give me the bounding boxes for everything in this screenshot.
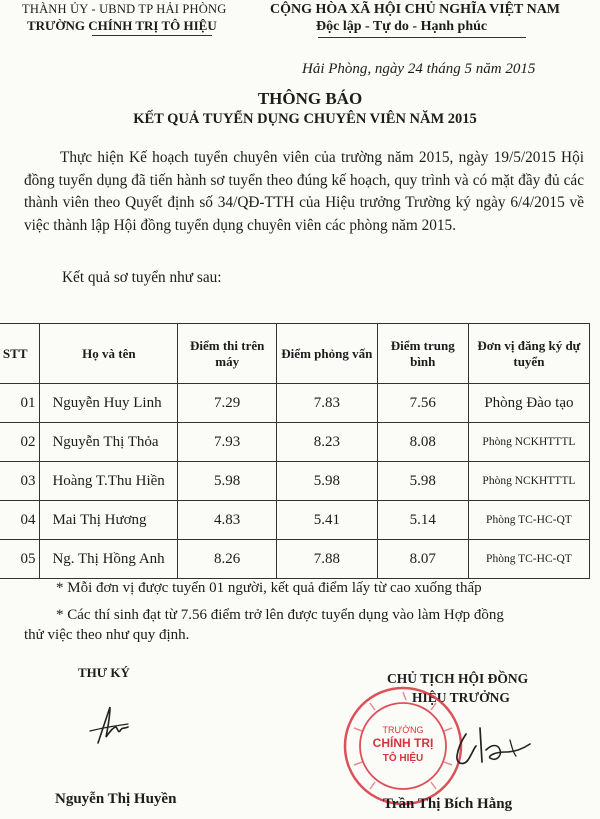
cell-average-score: 8.08	[377, 423, 468, 462]
cell-average-score: 5.98	[377, 462, 468, 501]
chair-title: CHỦ TỊCH HỘI ĐỒNG	[387, 671, 529, 686]
cell-name: Nguyễn Huy Linh	[40, 384, 178, 423]
cell-average-score: 8.07	[377, 540, 468, 579]
cell-name: Nguyễn Thị Thỏa	[40, 423, 178, 462]
cell-unit: Phòng TC-HC-QT	[468, 540, 589, 579]
cell-interview-score: 7.83	[276, 384, 377, 423]
cell-name: Ng. Thị Hồng Anh	[40, 540, 178, 579]
results-intro: Kết quả sơ tuyển như sau:	[62, 269, 222, 286]
seal-line-2: CHÍNH TRỊ	[372, 736, 434, 750]
document-date: Hải Phòng, ngày 24 tháng 5 năm 2015	[302, 61, 536, 77]
cell-stt: 02	[0, 423, 40, 462]
cell-stt: 01	[0, 384, 40, 423]
motto-underline	[318, 37, 526, 38]
cell-computer-score: 7.29	[178, 384, 277, 423]
cell-stt: 04	[0, 501, 40, 540]
table-row	[0, 384, 590, 423]
note-1: * Mỗi đơn vị được tuyển 01 người, kết quả điểm lấy từ cao xuống thấp	[56, 580, 482, 596]
cell-average-score: 5.14	[377, 501, 468, 540]
cell-name: Mai Thị Hương	[40, 501, 178, 540]
agency-underline	[92, 35, 212, 36]
chair-name: Trần Thị Bích Hằng	[383, 796, 513, 812]
cell-computer-score: 5.98	[178, 462, 277, 501]
document-title: THÔNG BÁO	[257, 89, 363, 108]
table-header-row	[0, 324, 590, 384]
cell-interview-score: 8.23	[276, 423, 377, 462]
cell-computer-score: 4.83	[178, 501, 277, 540]
principal-title: HIỆU TRƯỞNG	[412, 690, 510, 705]
chair-signature-icon	[440, 718, 550, 778]
table-row	[0, 462, 590, 501]
cell-unit: Phòng NCKHTTTL	[468, 462, 589, 501]
body-paragraph: Thực hiện Kế hoạch tuyển chuyên viên của trường năm 2015, ngày 19/5/2015 Hội đồng tuyển dụng đã tiến hành sơ tuyển theo đúng kế hoạch, quy trình và có mặt đầy đủ các thành viên theo Quyết định số 34/QĐ-TTH của Hiệu trưởng Trường ký ngày 6/4/2015 về việc thành lập Hội đồng tuyển dụng chuyên viên các phòng năm 2015.	[24, 149, 584, 234]
secretary-name: Nguyễn Thị Huyền	[55, 791, 177, 807]
header-name: Họ và tên	[40, 324, 178, 384]
cell-unit: Phòng Đào tạo	[468, 384, 589, 423]
note-2-continued: thử việc theo như quy định.	[24, 627, 190, 643]
cell-interview-score: 7.88	[276, 540, 377, 579]
header-interview-score: Điểm phỏng vấn	[276, 324, 377, 384]
seal-line-3: TÔ HIỆU	[382, 753, 424, 764]
cell-computer-score: 8.26	[178, 540, 277, 579]
cell-unit: Phòng NCKHTTTL	[468, 423, 589, 462]
document-subtitle: KẾT QUẢ TUYỂN DỤNG CHUYÊN VIÊN NĂM 2015	[133, 111, 477, 127]
agency-line-2: TRƯỜNG CHÍNH TRỊ TÔ HIỆU	[27, 18, 217, 33]
cell-unit: Phòng TC-HC-QT	[468, 501, 589, 540]
cell-name: Hoàng T.Thu Hiền	[40, 462, 178, 501]
cell-average-score: 7.56	[377, 384, 468, 423]
table-row	[0, 423, 590, 462]
header-average-score: Điểm trung bình	[377, 324, 468, 384]
secretary-title: THƯ KÝ	[78, 665, 130, 680]
cell-stt: 05	[0, 540, 40, 579]
cell-interview-score: 5.41	[276, 501, 377, 540]
header-stt: STT	[0, 324, 40, 384]
nation-motto: Độc lập - Tự do - Hạnh phúc	[316, 19, 488, 34]
table-row	[0, 501, 590, 540]
nation-line-1: CỘNG HÒA XÃ HỘI CHỦ NGHĨA VIỆT NAM	[270, 2, 561, 17]
agency-line-1: THÀNH ỦY - UBND TP HẢI PHÒNG	[22, 2, 227, 16]
results-table	[0, 323, 590, 579]
cell-interview-score: 5.98	[276, 462, 377, 501]
table-row	[0, 540, 590, 579]
secretary-signature-icon	[88, 701, 134, 747]
header-computer-score: Điểm thi trên máy	[178, 324, 277, 384]
note-2: * Các thí sinh đạt từ 7.56 điểm trở lên được tuyển dụng vào làm Hợp đồng	[56, 607, 504, 623]
cell-stt: 03	[0, 462, 40, 501]
header-unit: Đơn vị đăng ký dự tuyển	[468, 324, 589, 384]
cell-computer-score: 7.93	[178, 423, 277, 462]
seal-line-1: TRƯỜNG	[382, 725, 424, 735]
